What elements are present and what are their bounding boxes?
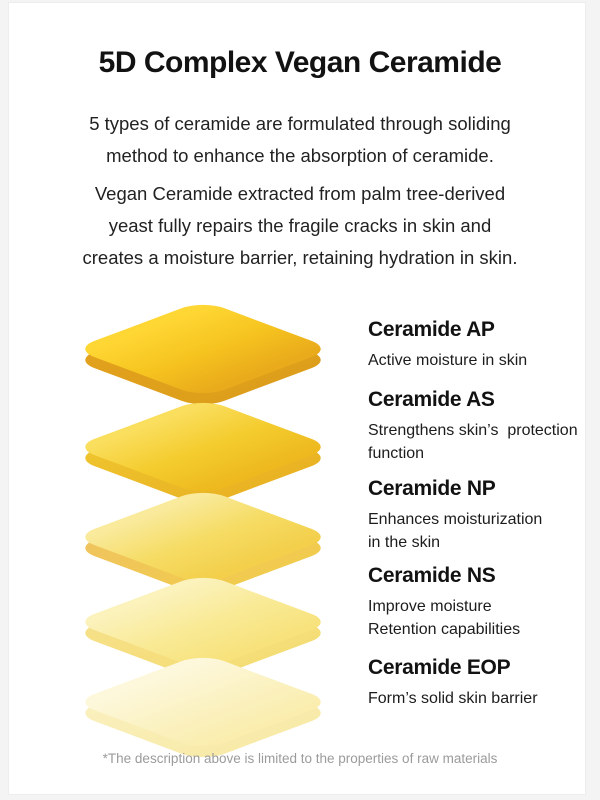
layer-label-ceramide-as xyxy=(368,388,583,465)
layer-name: Ceramide NP xyxy=(368,477,496,500)
page-title: 5D Complex Vegan Ceramide xyxy=(98,46,502,79)
intro-paragraph-1 xyxy=(30,108,570,172)
intro-line: yeast fully repairs the fragile cracks in skin and xyxy=(108,215,492,236)
layer-description: function xyxy=(368,445,425,462)
intro-line: method to enhance the absorption of ceramide. xyxy=(106,145,494,166)
layer-name: Ceramide NS xyxy=(368,564,496,587)
intro-line: Vegan Ceramide extracted from palm tree-derived xyxy=(94,183,506,204)
layer-description: Retention capabilities xyxy=(368,621,521,638)
layer-name: Ceramide AS xyxy=(368,388,495,411)
plate-top-face xyxy=(73,653,333,751)
layer-description: Enhances moisturization xyxy=(368,511,543,528)
layer-description: Strengthens skin’s protection xyxy=(368,422,578,439)
layer-label-ceramide-ns xyxy=(368,564,583,641)
layer-label-ceramide-np xyxy=(368,477,583,554)
intro-line: creates a moisture barrier, retaining hydration in skin. xyxy=(82,247,518,268)
layer-description: Active moisture in skin xyxy=(368,352,528,369)
footnote: *The description above is limited to the properties of raw materials xyxy=(102,751,498,766)
layer-description: Improve moisture xyxy=(368,598,492,615)
layer-description: Form’s solid skin barrier xyxy=(368,690,538,707)
intro-line: 5 types of ceramide are formulated through soliding xyxy=(89,113,511,134)
layer-name: Ceramide EOP xyxy=(368,656,511,679)
layer-label-ceramide-eop xyxy=(368,656,583,710)
layer-name: Ceramide AP xyxy=(368,318,495,341)
layer-label-ceramide-ap xyxy=(368,318,583,372)
layer-description: in the skin xyxy=(368,534,441,551)
